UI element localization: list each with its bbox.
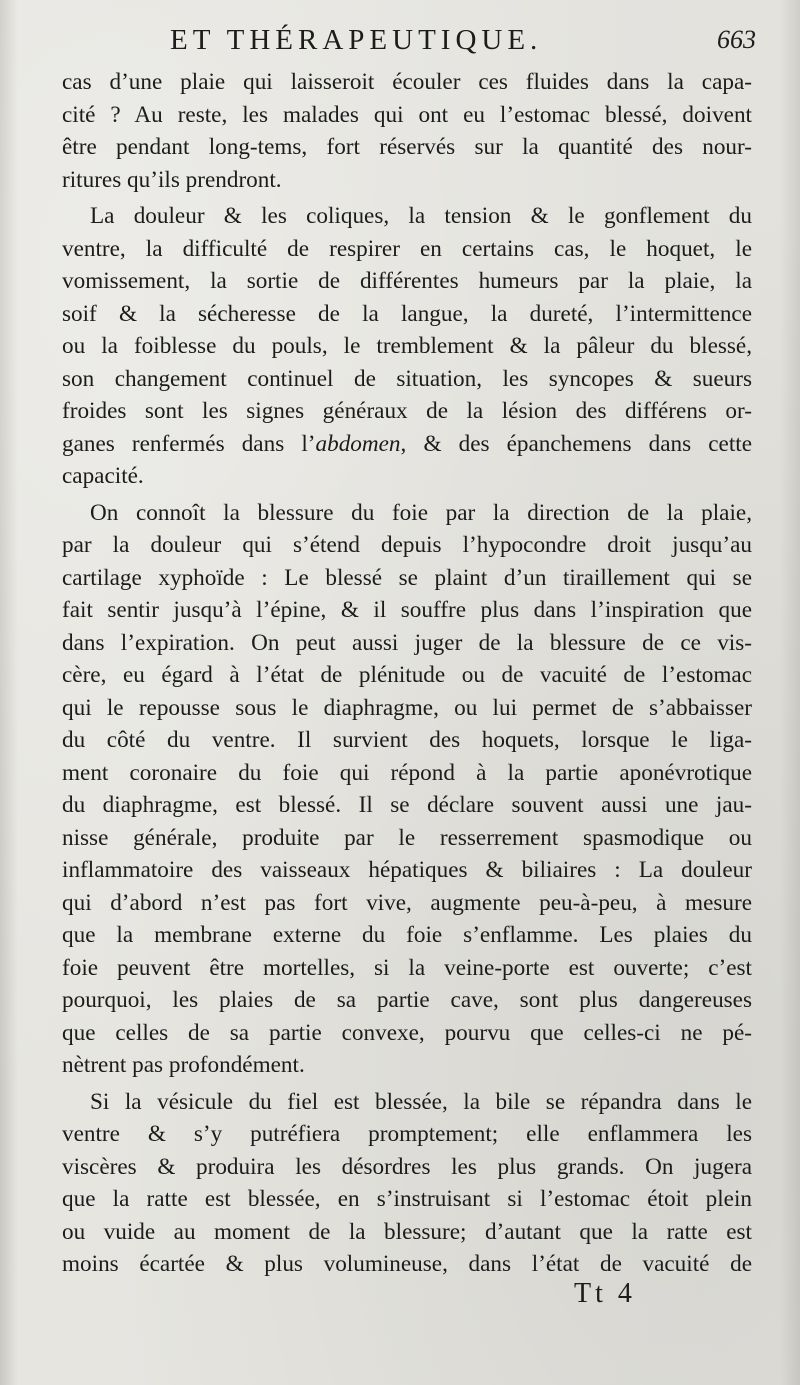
text-line: capacité. [62,463,144,489]
text-line-with-italic [62,428,752,461]
text-line: que la membrane externe du foie s’enflamme. Les plaies du [62,922,752,948]
text-line: du côté du ventre. Il survient des hoquets, lorsque le liga- [62,727,752,753]
text-line: foie peuvent être mortelles, si la veine-porte est ouverte; c’est [62,954,752,981]
text-line: dans l’expiration. On peut aussi juger de la blessure de ce vis- [62,629,752,656]
body-text [62,66,752,1285]
text-line: fait sentir jusqu’à l’épine, & il souffre plus dans l’inspiration que [62,597,752,623]
italic-term: abdomen [315,430,401,457]
paragraph-3 [62,497,752,1082]
text-line: inflammatoire des vaisseaux hépatiques & biliaires : La douleur [62,857,752,883]
text-line: ou vuide au moment de la blessure; d’autant que la ratte est [62,1218,752,1245]
text-line: pourquoi, les plaies de sa partie cave, sont plus dangereuses [62,987,752,1013]
text-line: soif & la sécheresse de la langue, la dureté, l’intermittence [62,300,752,327]
line-end: , & des épanchemens dans cette [400,430,752,457]
text-line: Si la vésicule du fiel est blessée, la bile se répandra dans le [90,1088,752,1115]
text-line: ventre & s’y putréfiera promptement; elle enflammera les [62,1121,752,1147]
text-line: qui le repousse sous le diaphragme, ou lui permet de s’abbaisser [62,694,752,721]
text-line: que la ratte est blessée, en s’instruisant si l’estomac étoit plein [62,1186,752,1212]
text-line: froides sont les signes généraux de la lésion des différens or- [62,398,752,424]
text-line: cartilage xyphoïde : Le blessé se plaint d’un tiraillement qui se [62,564,752,591]
page-header [160,20,760,64]
page-number: 663 [717,25,756,54]
text-line: son changement continuel de situation, les syncopes & sueurs [62,365,752,392]
text-line: cité ? Au reste, les malades qui ont eu l’estomac blessé, doivent [62,101,752,128]
line-start: ganes renfermés dans l’ [62,430,316,457]
text-line: que celles de sa partie convexe, pourvu que celles-ci ne pé- [62,1019,752,1046]
text-line: ment coronaire du foie qui répond à la partie aponévrotique [62,759,752,786]
text-line: nètrent pas profondément. [62,1052,305,1078]
text-line: ritures qu’ils prendront. [62,166,282,193]
signature-mark: Tt 4 [574,1278,636,1309]
running-head: ET THÉRAPEUTIQUE. [170,24,543,56]
text-line: vomissement, la sortie de différentes humeurs par la plaie, la [62,268,752,294]
paragraph-1 [62,66,752,196]
text-line: viscères & produira les désordres les plus grands. On jugera [62,1153,752,1180]
text-line: moins écartée & plus volumineuse, dans l’état de vacuité de [62,1251,752,1277]
text-line: La douleur & les coliques, la tension & le gonflement du [90,203,752,229]
paragraph-2 [62,200,752,493]
text-line: ventre, la difficulté de respirer en certains cas, le hoquet, le [62,235,752,262]
text-line: être pendant long-tems, fort réservés sur la quantité des nour- [62,134,752,160]
text-line: On connoît la blessure du foie par la direction de la plaie, [90,499,752,526]
text-line: nisse générale, produite par le resserrement spasmodique ou [62,824,752,851]
text-line: ou la foiblesse du pouls, le tremblement & la pâleur du blessé, [62,333,752,359]
text-line: cère, eu égard à l’état de plénitude ou de vacuité de l’estomac [62,662,752,688]
text-line: qui d’abord n’est pas fort vive, augmente peu-à-peu, à mesure [62,889,752,916]
text-line: du diaphragme, est blessé. Il se déclare souvent aussi une jau- [62,792,752,818]
paragraph-4 [62,1086,752,1281]
text-line: cas d’une plaie qui laisseroit écouler ces fluides dans la capa- [62,69,752,95]
text-line: par la douleur qui s’étend depuis l’hypocondre droit jusqu’au [62,532,752,558]
